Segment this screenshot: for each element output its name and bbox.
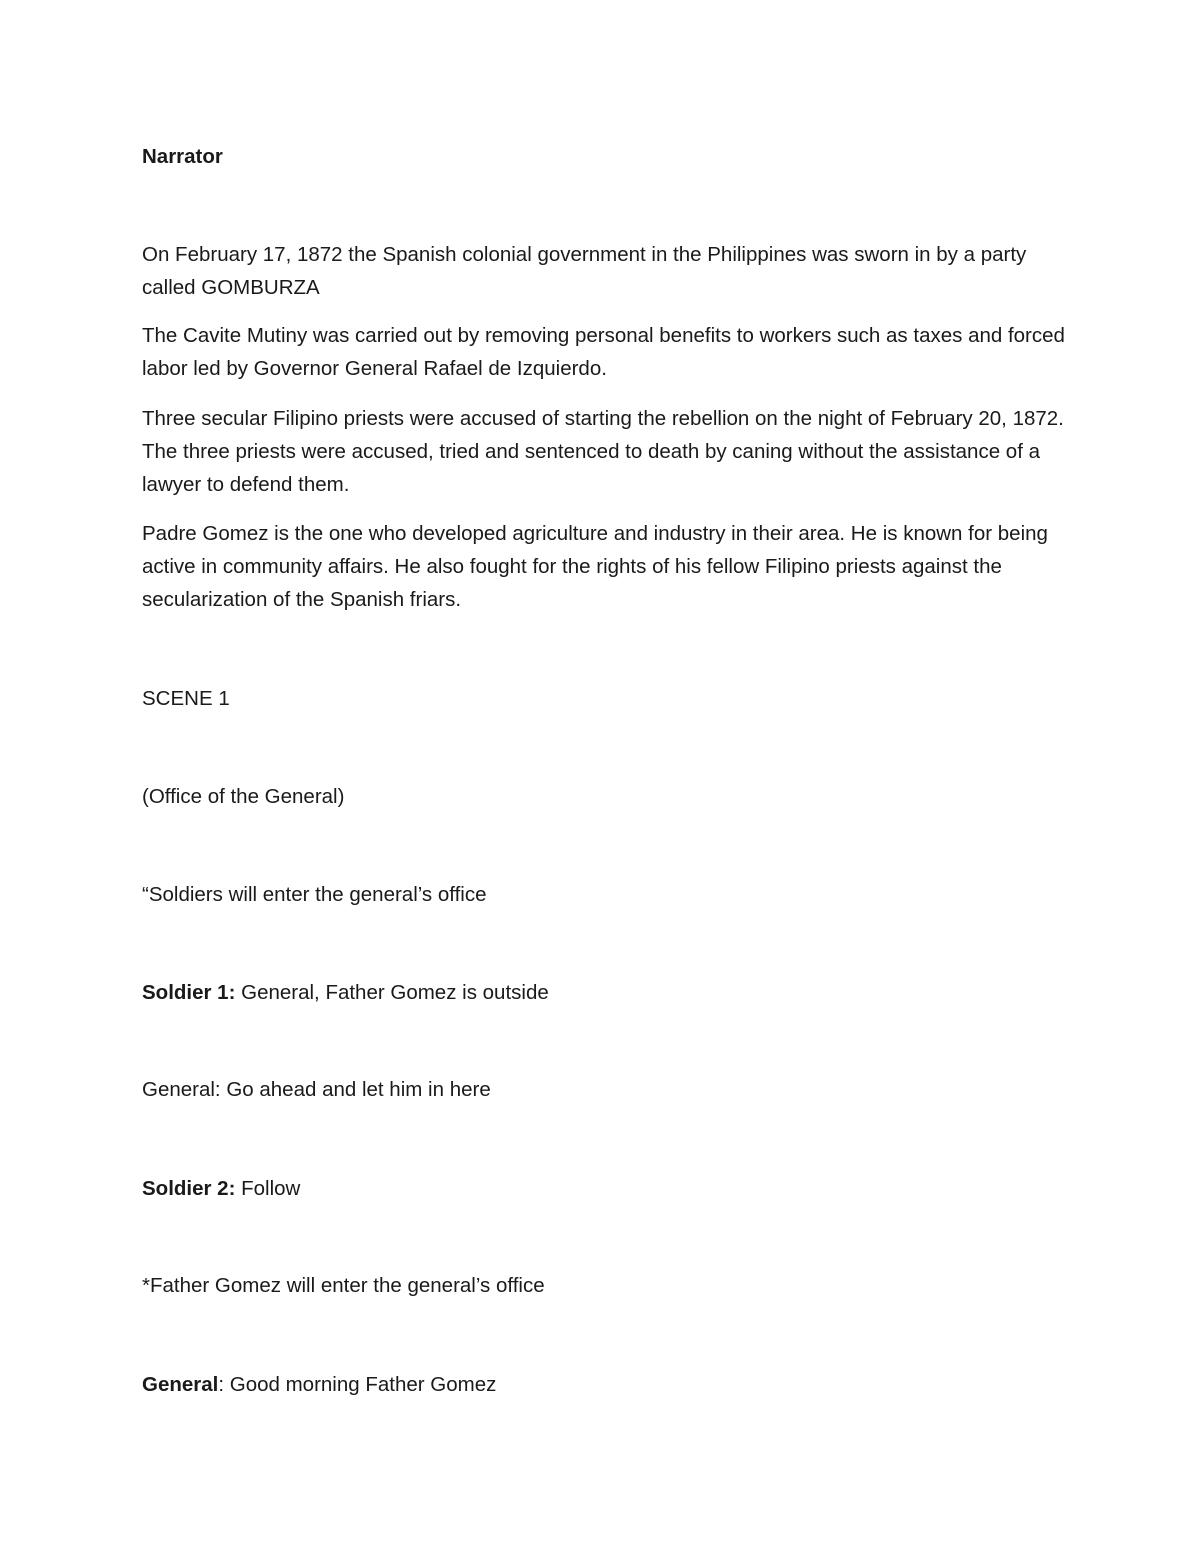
paragraph-1: On February 17, 1872 the Spanish colonial government in the Philippines was sworn in by a party called GOMBURZA [142,243,1027,299]
dialogue-line-1 [142,976,1072,1009]
narrator-heading: Narrator [142,145,223,168]
dialogue-text: Follow [235,1177,301,1200]
dialogue-line-3 [142,1172,1072,1205]
speaker-label: General [142,1373,219,1396]
speaker-label: Soldier 1: [142,981,236,1004]
stage-direction-2: *Father Gomez will enter the general’s office [142,1274,545,1297]
dialogue-text: General, Father Gomez is outside [235,981,549,1004]
dialogue-line-4 [142,1368,1072,1401]
scene-setting: (Office of the General) [142,785,345,808]
speaker-label: Soldier 2: [142,1177,236,1200]
paragraph-2: The Cavite Mutiny was carried out by removing personal benefits to workers such as taxes and forced labor led by Governor General Rafael de Izquierdo. [142,324,1065,380]
paragraph-3: Three secular Filipino priests were accused of starting the rebellion on the night of February 20, 1872. The three priests were accused, tried and sentenced to death by caning without the assistance of a lawyer to defend them. [142,407,1064,496]
stage-direction-1: “Soldiers will enter the general’s office [142,883,487,906]
scene-title: SCENE 1 [142,687,230,710]
paragraph-4: Padre Gomez is the one who developed agriculture and industry in their area. He is known for being active in community affairs. He also fought for the rights of his fellow Filipino priests against the secularization of the Spanish friars. [142,522,1048,611]
dialogue-line-2: General: Go ahead and let him in here [142,1078,491,1101]
dialogue-text: : Good morning Father Gomez [218,1373,497,1396]
